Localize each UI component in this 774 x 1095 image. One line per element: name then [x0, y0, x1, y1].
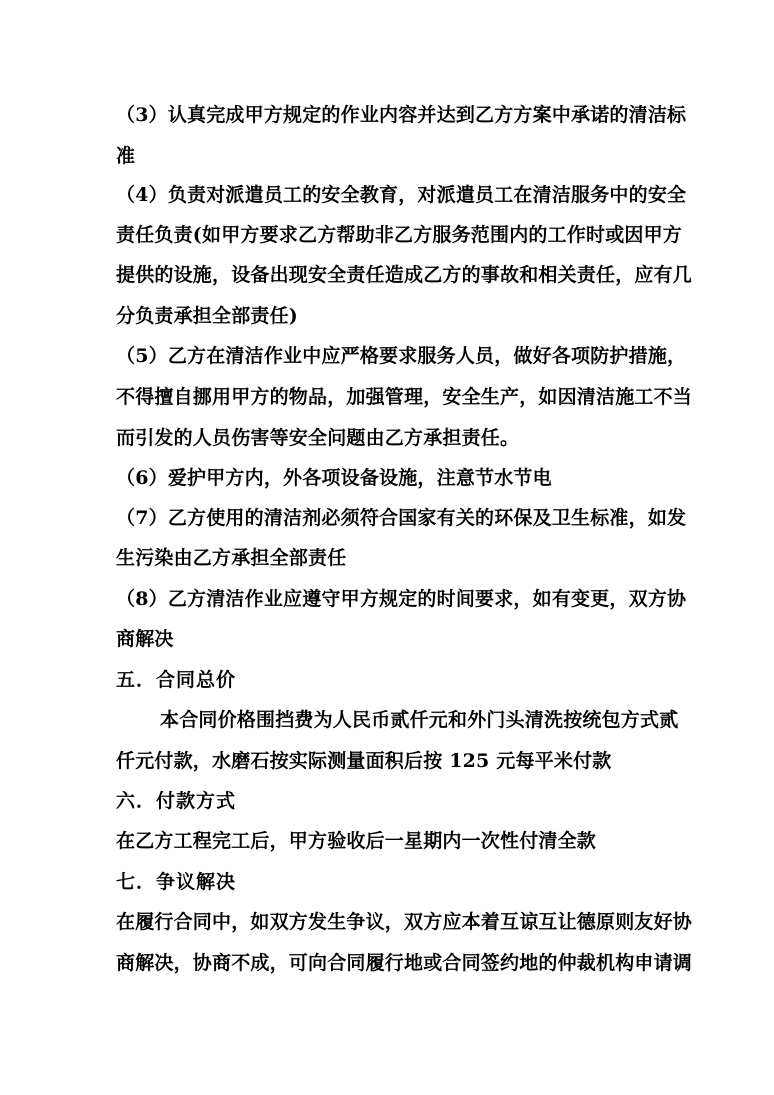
clause-4-line-3: 提供的设施，设备出现安全责任造成乙方的事故和相关责任，应有几 — [116, 264, 693, 286]
section-5-text-line-2: 仟元付款，水磨石按实际测量面积后按 125 元每平米付款 — [116, 750, 612, 772]
clause-4-line-1: （4）负责对派遣员工的安全教育，对派遣员工在清洁服务中的安全 — [116, 184, 687, 206]
section-7-text-line-2: 商解决，协商不成，可向合同履行地或合同签约地的仲裁机构申请调 — [116, 952, 693, 974]
section-7-text-line-1: 在履行合同中，如双方发生争议，双方应本着互谅互让德原则友好协 — [116, 911, 693, 933]
section-6-heading: 六．付款方式 — [116, 790, 237, 812]
clause-5-line-3: 而引发的人员伤害等安全问题由乙方承担责任。 — [116, 427, 520, 449]
section-5-heading: 五．合同总价 — [116, 669, 237, 691]
clause-3-line-1: （3）认真完成甲方规定的作业内容并达到乙方方案中承诺的清洁标 — [116, 104, 687, 126]
clause-8-line-2: 商解决 — [116, 628, 174, 650]
clause-4-line-2: 责任负责(如甲方要求乙方帮助非乙方服务范围内的工作时或因甲方 — [116, 224, 682, 246]
section-7-heading: 七．争议解决 — [116, 871, 237, 893]
clause-5-line-2: 不得擅自挪用甲方的物品，加强管理，安全生产，如因清洁施工不当 — [116, 386, 693, 408]
clause-5-line-1: （5）乙方在清洁作业中应严格要求服务人员，做好各项防护措施， — [116, 345, 687, 367]
clause-4-line-4: 分负责承担全部责任) — [116, 305, 298, 327]
clause-3-line-2: 准 — [116, 145, 136, 167]
section-6-text: 在乙方工程完工后，甲方验收后一星期内一次性付清全款 — [116, 830, 597, 852]
section-5-text-line-1: 本合同价格围挡费为人民币贰仟元和外门头清洗按统包方式贰 — [160, 709, 679, 731]
clause-7-line-1: （7）乙方使用的清洁剂必须符合国家有关的环保及卫生标准，如发 — [116, 507, 687, 529]
clause-6-line-1: （6）爱护甲方内，外各项设备设施，注意节水节电 — [116, 467, 552, 489]
clause-7-line-2: 生污染由乙方承担全部责任 — [116, 547, 347, 569]
clause-8-line-1: （8）乙方清洁作业应遵守甲方规定的时间要求，如有变更，双方协 — [116, 588, 687, 610]
